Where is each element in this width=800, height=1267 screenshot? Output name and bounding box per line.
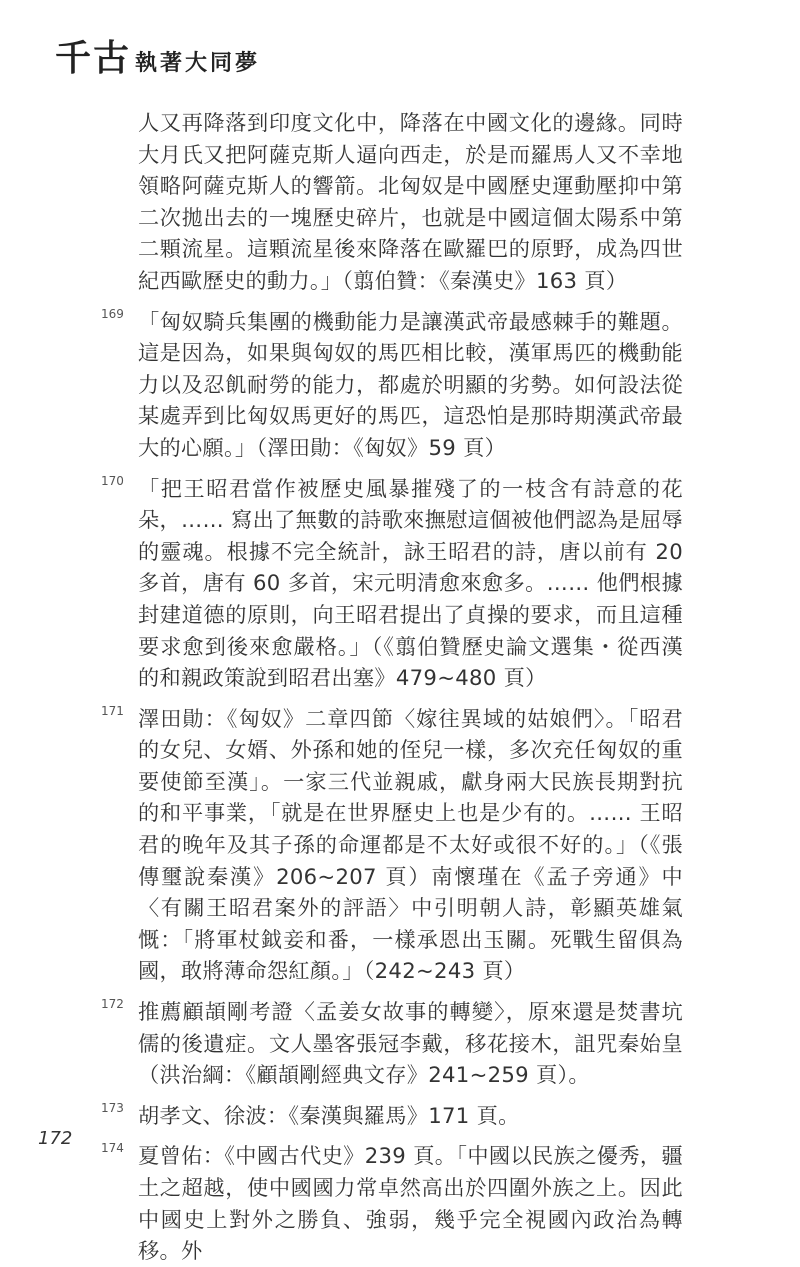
page-number: 172	[38, 1128, 73, 1149]
book-title-main: 千古	[55, 37, 132, 79]
footnote-text: 夏曾佑：《中國古代史》239 頁。「中國以民族之優秀，疆土之超越，使中國國力常卓然高出於四圍外族之上。因此中國史上對外之勝負、強弱，幾乎完全視國內政治為轉移。外	[138, 1143, 683, 1264]
footnote-number: 170	[101, 473, 124, 488]
footnote-number: 169	[101, 306, 124, 321]
footnote-text: 胡孝文、徐波：《秦漢與羅馬》171 頁。	[138, 1102, 520, 1128]
footnote-number: 171	[101, 703, 124, 718]
footnote-text: 澤田勛：《匈奴》二章四節〈嫁往異域的姑娘們〉。「昭君的女兒、女婿、外孫和她的侄兒一樣，多次充任匈奴的重要使節至漢」。一家三代並親戚，獻身兩大民族長期對抗的和平事業，「就是在世界歷史上也是少有的。…… 王昭君的晚年及其子孫的命運都是不太好或很不好的。」（《張傳璽說秦漢》206~207 頁）南懷瑾在《孟子旁通》中〈有關王昭君案外的評語〉中引明朝人詩，彰顯英雄氣慨：「將軍杖鉞妾和番，一樣承恩出玉關。死戰生留俱為國，敢將薄命怨紅顏。」（242~243 頁）	[138, 705, 683, 984]
footnote-171	[101, 703, 683, 987]
footnote-174	[101, 1140, 683, 1266]
running-header	[55, 30, 260, 81]
footnote-169	[101, 306, 683, 464]
footnote-173	[101, 1100, 683, 1132]
footnote-number: 174	[101, 1141, 124, 1156]
footnote-content	[101, 107, 683, 1267]
book-title-sub: 執著大同夢	[135, 50, 261, 76]
footnote-text: 推薦顧頡剛考證〈孟姜女故事的轉變〉，原來還是焚書坑儒的後遺症。文人墨客張冠李戴，移花接木，詛咒秦始皇（洪治綱：《顧頡剛經典文存》241~259 頁）。	[138, 999, 683, 1088]
footnote-number: 173	[101, 1100, 124, 1115]
footnote-170	[101, 473, 683, 694]
footnote-number: 172	[101, 997, 124, 1012]
footnote-172	[101, 996, 683, 1091]
footnote-text: 「把王昭君當作被歷史風暴摧殘了的一枝含有詩意的花朵，…… 寫出了無數的詩歌來撫慰這個被他們認為是屈辱的靈魂。根據不完全統計，詠王昭君的詩，唐以前有 20 多首，唐有 60 多首，宋元明清愈來愈多。…… 他們根據封建道德的原則，向王昭君提出了貞操的要求，而且這種要求愈到後來愈嚴格。」（《翦伯贊歷史論文選集・從西漢的和親政策說到昭君出塞》479~480 頁）	[138, 475, 683, 691]
continued-note-text: 人又再降落到印度文化中，降落在中國文化的邊緣。同時大月氏又把阿薩克斯人逼向西走，於是而羅馬人又不幸地領略阿薩克斯人的響箭。北匈奴是中國歷史運動壓抑中第二次拋出去的一塊歷史碎片，也就是中國這個太陽系中第二顆流星。這顆流星後來降落在歐羅巴的原野，成為四世紀西歐歷史的動力。」（翦伯贊：《秦漢史》163 頁）	[138, 110, 683, 293]
footnote-text: 「匈奴騎兵集團的機動能力是讓漢武帝最感棘手的難題。這是因為，如果與匈奴的馬匹相比較，漢軍馬匹的機動能力以及忍飢耐勞的能力，都處於明顯的劣勢。如何設法從某處弄到比匈奴馬更好的馬匹，這恐怕是那時期漢武帝最大的心願。」（澤田勛：《匈奴》59 頁）	[138, 308, 683, 460]
